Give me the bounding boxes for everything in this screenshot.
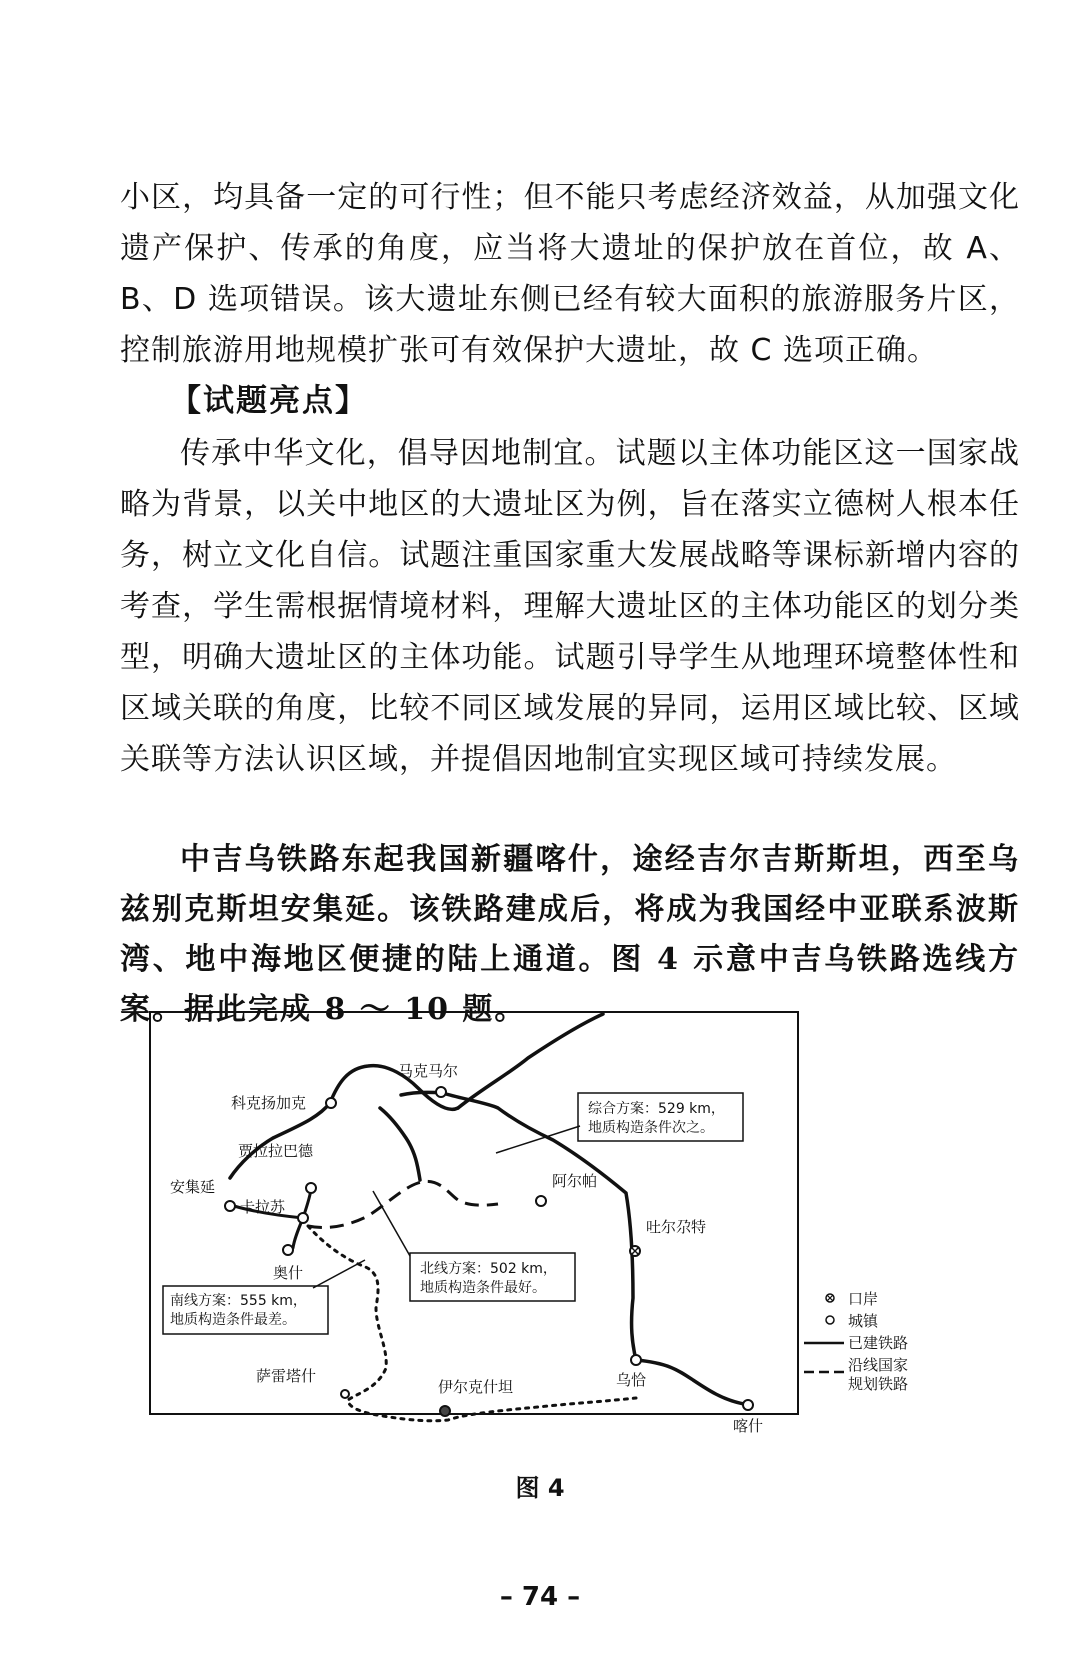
paragraph-highlights: 传承中华文化，倡导因地制宜。试题以主体功能区这一国家战略为背景，以关中地区的大遗址区为例，旨在落实立德树人根本任务，树立文化自信。试题注重国家重大发展战略等课标新增内容的考查，学生需根据情境材料，理解大遗址区的主体功能区的划分类型，明确大遗址区的主体功能。试题引导学生从地理环境整体性和区域关联的角度，比较不同区域发展的异同，运用区域比较、区域关联等方法认识区域，并提倡因地制宜实现区域可持续发展。	[120, 436, 1020, 777]
paragraph-answer-analysis: 小区，均具备一定的可行性；但不能只考虑经济效益，从加强文化遗产保护、传承的角度，应当将大遗址的保护放在首位，故 A、B、D 选项错误。该大遗址东侧已经有较大面积的旅游服务片区，控制旅游用地规模扩张可有效保护大遗址，故 C 选项正确。	[120, 180, 1020, 368]
label-saleitashi: 萨雷塔什	[256, 1367, 317, 1385]
label-aoshi: 奥什	[273, 1264, 304, 1282]
label-makemaer: 马克马尔	[398, 1062, 459, 1080]
callout-south-line1: 南线方案：555 km，	[170, 1293, 307, 1309]
section-heading-highlights: 【试题亮点】	[170, 383, 368, 419]
marker-makemaer	[436, 1087, 446, 1097]
legend-port-label: 口岸	[848, 1290, 879, 1308]
callout-north-line1: 北线方案：502 km，	[420, 1261, 557, 1277]
marker-aoshi	[283, 1245, 293, 1255]
north-route-dashed	[308, 1181, 498, 1227]
legend-planned-railway-line1: 沿线国家	[848, 1356, 909, 1374]
label-yierkeshitan: 伊尔克什坦	[438, 1378, 514, 1396]
label-kashi: 喀什	[733, 1417, 764, 1435]
paragraph-question-stem: 中吉乌铁路东起我国新疆喀什，途经吉尔吉斯斯坦，西至乌兹别克斯坦安集延。该铁路建成后，将成为我国经中亚联系波斯湾、地中海地区便捷的陆上通道。图 4 示意中吉乌铁路选线方案。据此完成 8 ～ 10 题。	[120, 842, 1020, 1027]
callout-south-pointer	[313, 1260, 365, 1288]
legend-town-icon	[826, 1316, 834, 1324]
callout-comprehensive-line1: 综合方案：529 km，	[588, 1101, 725, 1117]
marker-aerpa	[536, 1196, 546, 1206]
marker-wuqia	[631, 1355, 641, 1365]
label-kalasu: 卡拉苏	[240, 1198, 286, 1216]
built-railway-loop	[230, 1066, 458, 1178]
label-wuqia: 乌恰	[616, 1371, 647, 1389]
railway-route-map	[148, 1008, 998, 1448]
marker-saleitashi	[341, 1390, 349, 1398]
callout-south-line2: 地质构造条件最差。	[170, 1312, 296, 1328]
callout-north-line2: 地质构造条件最好。	[420, 1280, 546, 1296]
legend-built-railway-label: 已建铁路	[848, 1334, 909, 1352]
port-yierkeshitan-icon	[440, 1406, 450, 1416]
page-number: – 74 –	[499, 1582, 581, 1612]
label-tuergate: 吐尔尕特	[646, 1218, 707, 1236]
label-aerpa: 阿尔帕	[552, 1172, 598, 1190]
marker-kekeyangjiake	[326, 1098, 336, 1108]
callout-comprehensive-line2: 地质构造条件次之。	[588, 1120, 714, 1136]
legend-planned-railway-line2: 规划铁路	[848, 1375, 909, 1393]
marker-kalasu	[298, 1213, 308, 1223]
label-kekeyangjiake: 科克扬加克	[231, 1094, 307, 1112]
label-jialalabade: 贾拉拉巴德	[238, 1142, 314, 1160]
figure-caption: 图 4	[515, 1474, 565, 1502]
label-anjiyan: 安集延	[170, 1178, 216, 1196]
marker-jialalabade	[306, 1183, 316, 1193]
map-legend	[804, 1290, 908, 1393]
marker-kashi	[743, 1400, 753, 1410]
legend-town-label: 城镇	[848, 1312, 879, 1330]
marker-anjiyan	[225, 1201, 235, 1211]
